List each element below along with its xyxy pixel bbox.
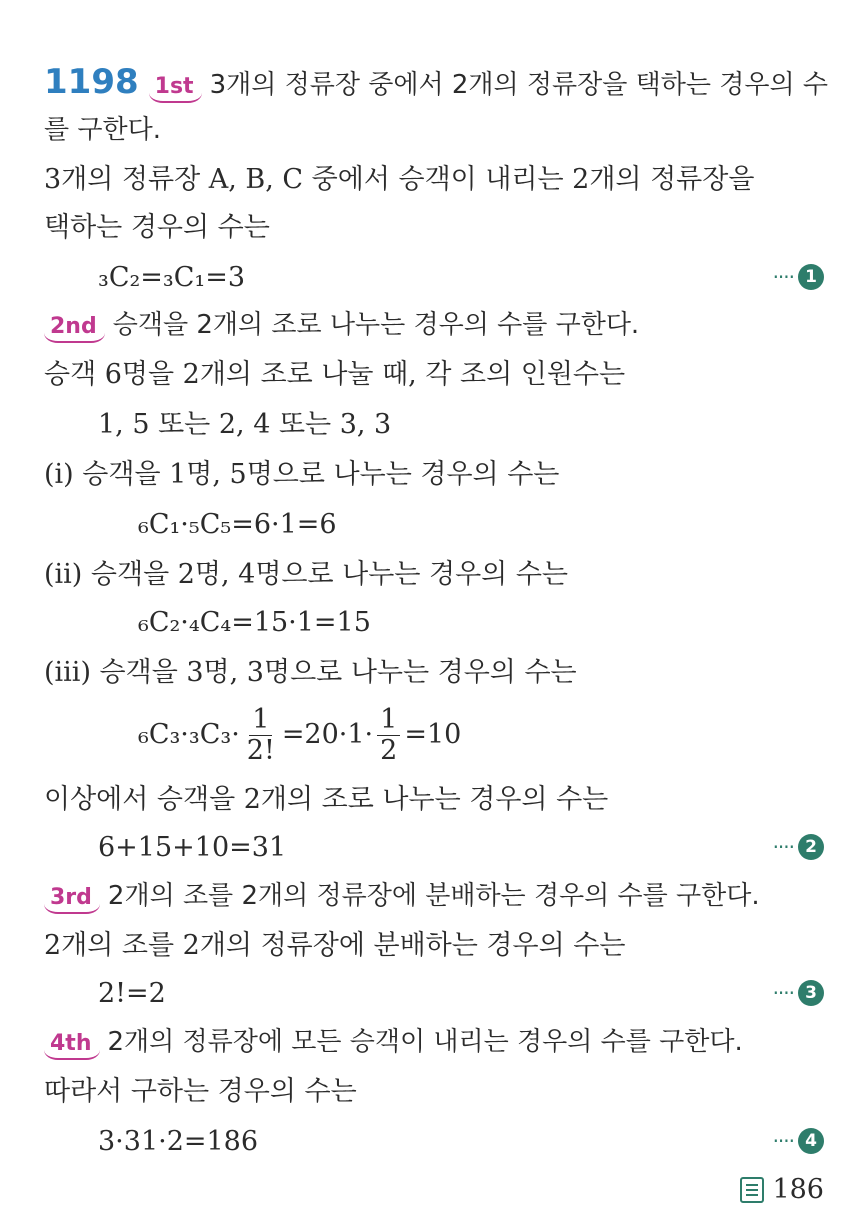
case3-formula [138,700,824,770]
case3-formula-b: =20·1· [281,719,374,750]
step4-heading-text: 2개의 정류장에 모든 승객이 내리는 경우의 수를 구한다. [107,1027,743,1057]
step3-text: 2개의 조를 2개의 정류장에 분배하는 경우의 수는 [44,930,626,961]
case1-label: (ⅰ) 승객을 1명, 5명으로 나누는 경우의 수는 [44,459,560,490]
step1-text-b: 택하는 경우의 수는 [44,212,270,243]
fraction-denominator: 2 [380,734,398,766]
step-badge-4th: 4th [44,1030,100,1060]
step-marker-1 [773,264,824,290]
step-marker-2 [773,834,824,860]
circled-number-icon: 4 [798,1128,824,1154]
case2-formula: ₆C₂·₄C₄=15·1=15 [138,607,371,638]
step1-heading-cont: 를 구한다. [44,115,161,145]
case3-formula-c: =10 [404,719,462,750]
step1-formula: ₃C₂=₃C₁=3 [98,262,246,293]
marker-dots: ···· [772,835,794,859]
marker-dots: ···· [772,265,794,289]
step3-formula: 2!=2 [98,978,166,1009]
answer-value: 186 [772,1174,824,1205]
step3-heading [44,876,824,916]
fraction-denominator: 2! [246,734,275,766]
step2-sum-formula: 6+15+10=31 [98,832,287,863]
step4-text: 따라서 구하는 경우의 수는 [44,1076,357,1107]
step-marker-3 [773,980,824,1006]
step-badge-2nd: 2nd [44,313,105,343]
case2-label: (ⅱ) 승객을 2명, 4명으로 나누는 경우의 수는 [44,559,569,590]
step-badge-3rd: 3rd [44,884,100,914]
step-marker-4 [773,1128,824,1154]
fraction-numerator: 1 [249,705,272,736]
case3-label: (ⅲ) 승객을 3명, 3명으로 나누는 경우의 수는 [44,657,577,688]
step1-text-a: 3개의 정류장 A, B, C 중에서 승객이 내리는 2개의 정류장을 [44,164,755,195]
step1-heading-text: 3개의 정류장 중에서 2개의 정류장을 택하는 경우의 수 [209,70,828,100]
circled-number-icon: 3 [798,980,824,1006]
case3-formula-a: ₆C₃·₃C₃· [138,719,240,750]
step2-groups: 1, 5 또는 2, 4 또는 3, 3 [98,409,392,440]
marker-dots: ···· [772,1129,794,1153]
problem-number: 1198 [44,62,139,102]
case1-formula: ₆C₁·₅C₅=6·1=6 [138,509,337,540]
final-answer [740,1174,824,1205]
step3-heading-text: 2개의 조를 2개의 정류장에 분배하는 경우의 수를 구한다. [107,881,760,911]
circled-number-icon: 2 [798,834,824,860]
step1-heading [44,62,828,105]
fraction-1-over-2 [377,705,400,766]
answer-icon [740,1177,764,1203]
step2-heading [44,305,824,345]
marker-dots: ···· [772,981,794,1005]
step2-summary: 이상에서 승객을 2개의 조로 나누는 경우의 수는 [44,784,609,815]
step-badge-1st: 1st [149,73,202,103]
step2-heading-text: 승객을 2개의 조로 나누는 경우의 수를 구한다. [112,310,640,340]
step4-formula: 3·31·2=186 [98,1126,259,1157]
fraction-numerator: 1 [377,705,400,736]
circled-number-icon: 1 [798,264,824,290]
step4-heading [44,1022,824,1062]
step2-text: 승객 6명을 2개의 조로 나눌 때, 각 조의 인원수는 [44,359,626,390]
fraction-1-over-2-factorial [244,705,278,766]
